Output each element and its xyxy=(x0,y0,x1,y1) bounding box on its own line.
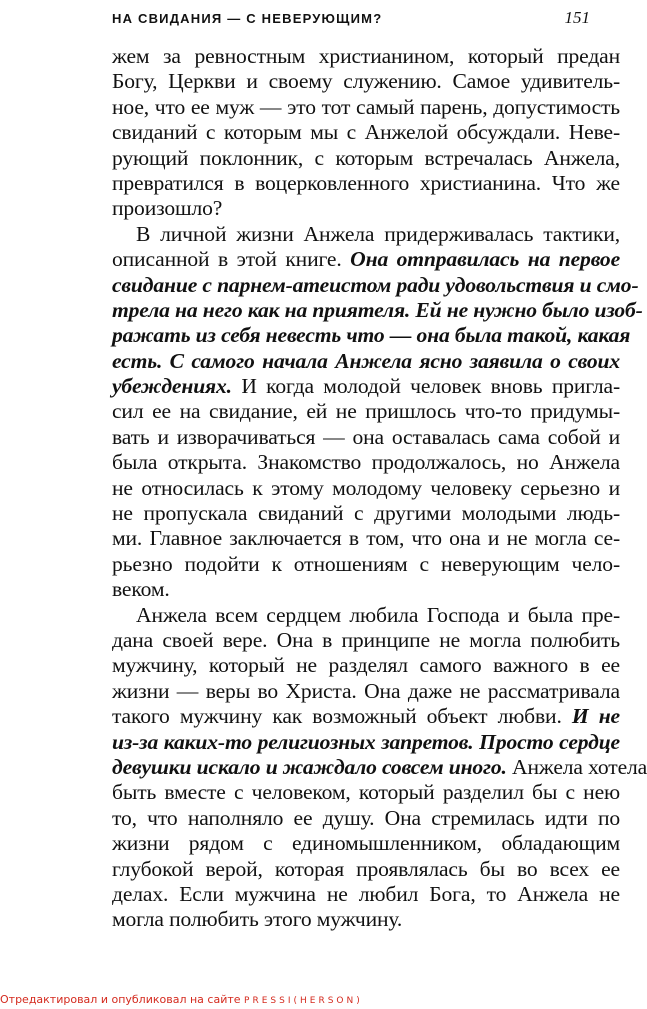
text-line: глубокой верой, которая проявлялась бы во всех ее xyxy=(112,856,620,881)
text-line: убеждениях. И когда молодой человек вновь пригла- xyxy=(112,374,620,399)
text-line: ное, что ее муж — это тот самый парень, допустимость xyxy=(112,94,620,119)
text-line: Богу, Церкви и своему служению. Самое удивитель- xyxy=(112,69,620,94)
text-line: рующий поклонник, с которым встречалась Анжела, xyxy=(112,145,620,170)
text-line: жизни — веры во Христа. Она даже не рассматривала xyxy=(112,678,620,703)
text-line: В личной жизни Анжела придерживалась тактики, xyxy=(136,221,620,246)
text-line: ми. Главное заключается в том, что она и не могла се- xyxy=(112,526,620,551)
text-line: делах. Если мужчина не любил Бога, то Анжела не xyxy=(112,881,620,906)
text-line: есть. С самого начала Анжела ясно заявила о своих xyxy=(112,348,620,373)
text-line: свиданий с которым мы с Анжелой обсуждали. Неве- xyxy=(112,120,620,145)
text-line: жем за ревностным христианином, который предан xyxy=(112,44,620,68)
text-line: описанной в этой книге. Она отправилась на первое xyxy=(112,247,620,272)
footer-credit-text: Отредактировал и опубликовал на сайте xyxy=(0,993,241,1006)
paragraph xyxy=(112,602,647,933)
text-line: не относилась к этому молодому человеку серьезно и xyxy=(112,475,620,500)
text-line: трела на него как на приятеля. Ей не нужно было изоб- xyxy=(112,297,643,322)
text-line: из-за каких-то религиозных запретов. Просто сердце xyxy=(112,729,620,754)
text-line: сил ее на свидание, ей не пришлось что-то придумы- xyxy=(112,399,620,424)
paragraph xyxy=(112,44,620,222)
text-line: свидание с парнем-атеистом ради удовольствия и смо- xyxy=(112,272,639,297)
footer-credit xyxy=(0,993,620,1006)
text-line: произошло? xyxy=(112,196,223,221)
text-line: могла полюбить этого мужчину. xyxy=(112,907,403,932)
running-head-title: НА СВИДАНИЯ — С НЕВЕРУЮЩИМ? xyxy=(112,10,383,26)
body-text xyxy=(112,44,647,933)
page-number: 151 xyxy=(564,8,590,27)
text-line: девушки искало и жаждало совсем иного. Анжела хотела xyxy=(112,754,647,779)
text-line: вать и изворачиваться — она оставалась сама собой и xyxy=(112,424,620,449)
text-line: рьезно подойти к отношениям с неверующим чело- xyxy=(112,551,620,576)
text-line: мужчину, который не разделял самого важного в ее xyxy=(112,653,620,678)
text-line: то, что наполняло ее душу. Она стремилась идти по xyxy=(112,805,620,830)
text-line: превратился в воцерковленного христианина. Что же xyxy=(112,170,620,195)
text-line: такого мужчину как возможный объект любви. И не xyxy=(112,704,620,729)
running-header xyxy=(112,6,590,30)
text-line: Анжела всем сердцем любила Господа и была пре- xyxy=(136,602,620,627)
text-line: дана своей вере. Она в принципе не могла полюбить xyxy=(112,627,620,652)
footer-brand: PRESSI(HERSON) xyxy=(244,996,363,1006)
text-line: быть вместе с человеком, который разделил бы с нею xyxy=(112,780,620,805)
text-line: была открыта. Знакомство продолжалось, но Анжела xyxy=(112,450,620,475)
paragraph xyxy=(112,221,643,603)
text-line: веком. xyxy=(112,577,170,602)
text-line: ражать из себя невесть что — она была такой, какая xyxy=(112,323,631,348)
text-line: не пропускала свиданий с другими молодыми людь- xyxy=(112,501,620,526)
text-line: жизни рядом с единомышленником, обладающим xyxy=(112,831,620,856)
